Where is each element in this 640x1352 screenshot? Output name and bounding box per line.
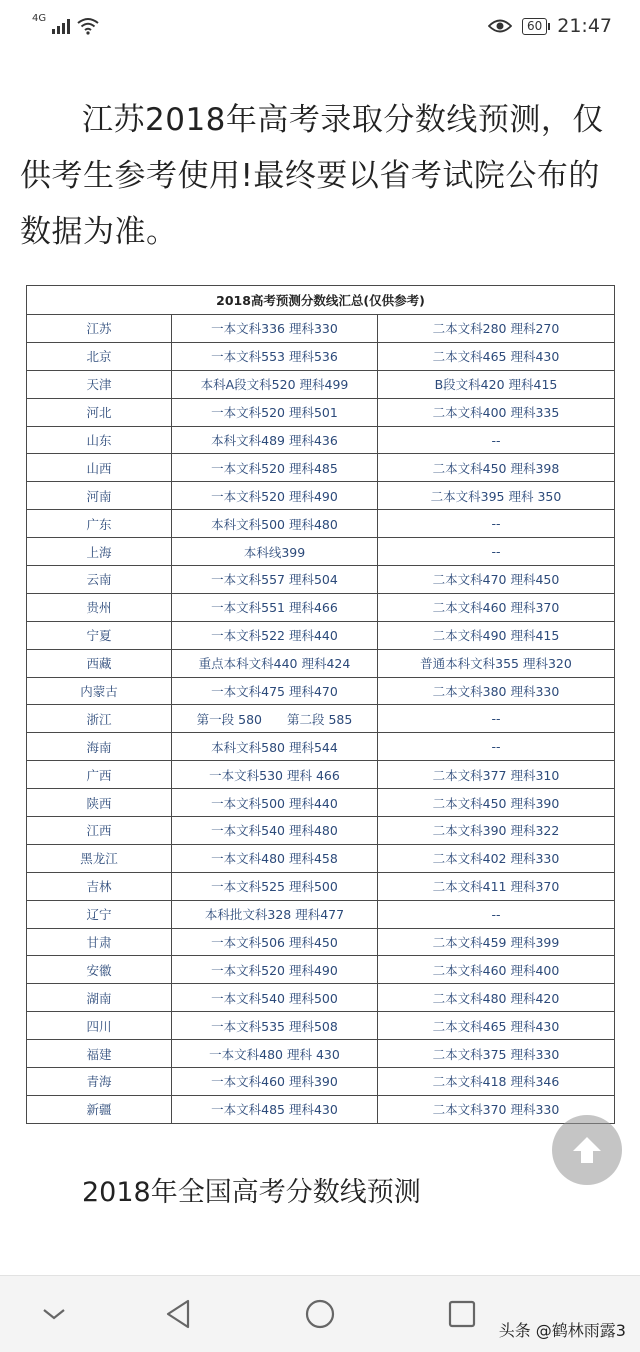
nav-hide-button[interactable]	[34, 1296, 74, 1332]
table-row	[27, 482, 615, 510]
second-tier-cell: 二本文科470 理科450	[378, 566, 615, 594]
first-tier-cell: 本科线399	[172, 538, 378, 566]
status-bar	[0, 0, 640, 52]
province-cell: 陕西	[27, 789, 172, 817]
first-tier-cell: 本科文科580 理科544	[172, 733, 378, 761]
second-tier-cell: 二本文科459 理科399	[378, 928, 615, 956]
first-tier-cell: 一本文科535 理科508	[172, 1012, 378, 1040]
table-row	[27, 872, 615, 900]
first-tier-cell: 一本文科525 理科500	[172, 872, 378, 900]
table-row	[27, 398, 615, 426]
first-tier-cell: 重点本科文科440 理科424	[172, 649, 378, 677]
table-row	[27, 1012, 615, 1040]
score-table-image	[26, 285, 614, 1124]
first-tier-cell: 本科文科489 理科436	[172, 426, 378, 454]
table-body	[27, 315, 615, 1124]
province-cell: 河南	[27, 482, 172, 510]
second-tier-cell: 二本文科480 理科420	[378, 984, 615, 1012]
table-row	[27, 928, 615, 956]
province-cell: 江西	[27, 817, 172, 845]
table-header-row	[27, 286, 615, 315]
first-tier-cell: 本科A段文科520 理科499	[172, 370, 378, 398]
first-tier-cell: 一本文科520 理科485	[172, 454, 378, 482]
table-row	[27, 705, 615, 733]
province-cell: 西藏	[27, 649, 172, 677]
first-tier-cell: 一本文科485 理科430	[172, 1095, 378, 1123]
score-table	[26, 285, 615, 1124]
table-row	[27, 426, 615, 454]
table-row	[27, 593, 615, 621]
province-cell: 甘肃	[27, 928, 172, 956]
first-tier-cell: 一本文科520 理科490	[172, 482, 378, 510]
first-tier-cell: 一本文科520 理科501	[172, 398, 378, 426]
status-left	[32, 12, 100, 35]
article-intro: 江苏2018年高考录取分数线预测，仅供考生参考使用!最终要以省考试院公布的数据为准。	[20, 102, 604, 250]
second-tier-cell: 二本文科411 理科370	[378, 872, 615, 900]
watermark: 头条 @鹤林雨露3	[498, 1321, 626, 1340]
first-tier-cell: 一本文科557 理科504	[172, 566, 378, 594]
second-tier-cell: 二本文科465 理科430	[378, 342, 615, 370]
network-type: 4G	[32, 12, 47, 24]
province-cell: 河北	[27, 398, 172, 426]
first-tier-cell: 一本文科522 理科440	[172, 621, 378, 649]
province-cell: 浙江	[27, 705, 172, 733]
second-tier-cell: 普通本科文科355 理科320	[378, 649, 615, 677]
signal-icon	[52, 18, 70, 34]
table-row	[27, 1040, 615, 1068]
province-cell: 宁夏	[27, 621, 172, 649]
province-cell: 山东	[27, 426, 172, 454]
second-tier-cell: 二本文科402 理科330	[378, 844, 615, 872]
table-row	[27, 761, 615, 789]
first-tier-cell: 一本文科506 理科450	[172, 928, 378, 956]
table-row	[27, 566, 615, 594]
table-title: 2018高考预测分数线汇总(仅供参考)	[27, 286, 615, 315]
province-cell: 山西	[27, 454, 172, 482]
province-cell: 青海	[27, 1068, 172, 1096]
province-cell: 广西	[27, 761, 172, 789]
province-cell: 吉林	[27, 872, 172, 900]
table-row	[27, 844, 615, 872]
province-cell: 黑龙江	[27, 844, 172, 872]
province-cell: 安徽	[27, 956, 172, 984]
second-tier-cell: 二本文科377 理科310	[378, 761, 615, 789]
first-tier-cell: 一本文科520 理科490	[172, 956, 378, 984]
first-tier-cell: 第一段 580 第二段 585	[172, 705, 378, 733]
first-tier-cell: 一本文科480 理科 430	[172, 1040, 378, 1068]
table-row	[27, 956, 615, 984]
second-tier-cell: --	[378, 426, 615, 454]
nav-recent-button[interactable]	[442, 1296, 482, 1332]
table-row	[27, 342, 615, 370]
second-tier-cell: --	[378, 733, 615, 761]
second-tier-cell: B段文科420 理科415	[378, 370, 615, 398]
first-tier-cell: 一本文科551 理科466	[172, 593, 378, 621]
province-cell: 江苏	[27, 315, 172, 343]
nav-home-button[interactable]	[300, 1296, 340, 1332]
first-tier-cell: 本科文科500 理科480	[172, 510, 378, 538]
first-tier-cell: 一本文科553 理科536	[172, 342, 378, 370]
second-tier-cell: 二本文科465 理科430	[378, 1012, 615, 1040]
eye-comfort-icon	[488, 18, 512, 34]
table-row	[27, 984, 615, 1012]
table-row	[27, 817, 615, 845]
table-row	[27, 649, 615, 677]
second-tier-cell: 二本文科460 理科400	[378, 956, 615, 984]
second-tier-cell: 二本文科450 理科398	[378, 454, 615, 482]
first-tier-cell: 本科批文科328 理科477	[172, 900, 378, 928]
table-row	[27, 538, 615, 566]
table-row	[27, 900, 615, 928]
triangle-back-icon	[164, 1298, 192, 1330]
table-row	[27, 789, 615, 817]
table-row	[27, 510, 615, 538]
second-tier-cell: 二本文科380 理科330	[378, 677, 615, 705]
second-tier-cell: --	[378, 900, 615, 928]
first-tier-cell: 一本文科460 理科390	[172, 1068, 378, 1096]
table-row	[27, 454, 615, 482]
province-cell: 湖南	[27, 984, 172, 1012]
clock: 21:47	[557, 15, 612, 37]
province-cell: 广东	[27, 510, 172, 538]
nav-back-button[interactable]	[158, 1296, 198, 1332]
table-row	[27, 315, 615, 343]
second-tier-cell: 二本文科370 理科330	[378, 1095, 615, 1123]
province-cell: 天津	[27, 370, 172, 398]
second-tier-cell: --	[378, 510, 615, 538]
battery-icon: 60	[522, 18, 547, 35]
wifi-icon	[76, 17, 100, 35]
province-cell: 北京	[27, 342, 172, 370]
first-tier-cell: 一本文科540 理科480	[172, 817, 378, 845]
table-row	[27, 370, 615, 398]
second-tier-cell: 二本文科418 理科346	[378, 1068, 615, 1096]
square-recent-icon	[447, 1299, 477, 1329]
table-row	[27, 1095, 615, 1123]
first-tier-cell: 一本文科336 理科330	[172, 315, 378, 343]
province-cell: 四川	[27, 1012, 172, 1040]
province-cell: 新疆	[27, 1095, 172, 1123]
table-row	[27, 733, 615, 761]
first-tier-cell: 一本文科475 理科470	[172, 677, 378, 705]
second-tier-cell: 二本文科450 理科390	[378, 789, 615, 817]
first-tier-cell: 一本文科500 理科440	[172, 789, 378, 817]
province-cell: 上海	[27, 538, 172, 566]
second-tier-cell: --	[378, 538, 615, 566]
second-tier-cell: 二本文科390 理科322	[378, 817, 615, 845]
second-tier-cell: 二本文科490 理科415	[378, 621, 615, 649]
second-tier-cell: 二本文科375 理科330	[378, 1040, 615, 1068]
province-cell: 辽宁	[27, 900, 172, 928]
first-tier-cell: 一本文科480 理科458	[172, 844, 378, 872]
province-cell: 云南	[27, 566, 172, 594]
arrow-up-icon	[570, 1133, 604, 1167]
first-tier-cell: 一本文科540 理科500	[172, 984, 378, 1012]
province-cell: 福建	[27, 1040, 172, 1068]
second-tier-cell: 二本文科280 理科270	[378, 315, 615, 343]
table-row	[27, 621, 615, 649]
second-tier-cell: 二本文科460 理科370	[378, 593, 615, 621]
table-row	[27, 1068, 615, 1096]
status-right	[488, 15, 612, 37]
province-cell: 内蒙古	[27, 677, 172, 705]
section-subheading: 2018年全国高考分数线预测	[82, 1177, 421, 1208]
province-cell: 海南	[27, 733, 172, 761]
first-tier-cell: 一本文科530 理科 466	[172, 761, 378, 789]
second-tier-cell: --	[378, 705, 615, 733]
second-tier-cell: 二本文科395 理科 350	[378, 482, 615, 510]
second-tier-cell: 二本文科400 理科335	[378, 398, 615, 426]
circle-home-icon	[304, 1298, 336, 1330]
province-cell: 贵州	[27, 593, 172, 621]
scroll-to-top-button[interactable]	[552, 1115, 622, 1185]
chevron-down-icon	[41, 1306, 67, 1322]
table-row	[27, 677, 615, 705]
